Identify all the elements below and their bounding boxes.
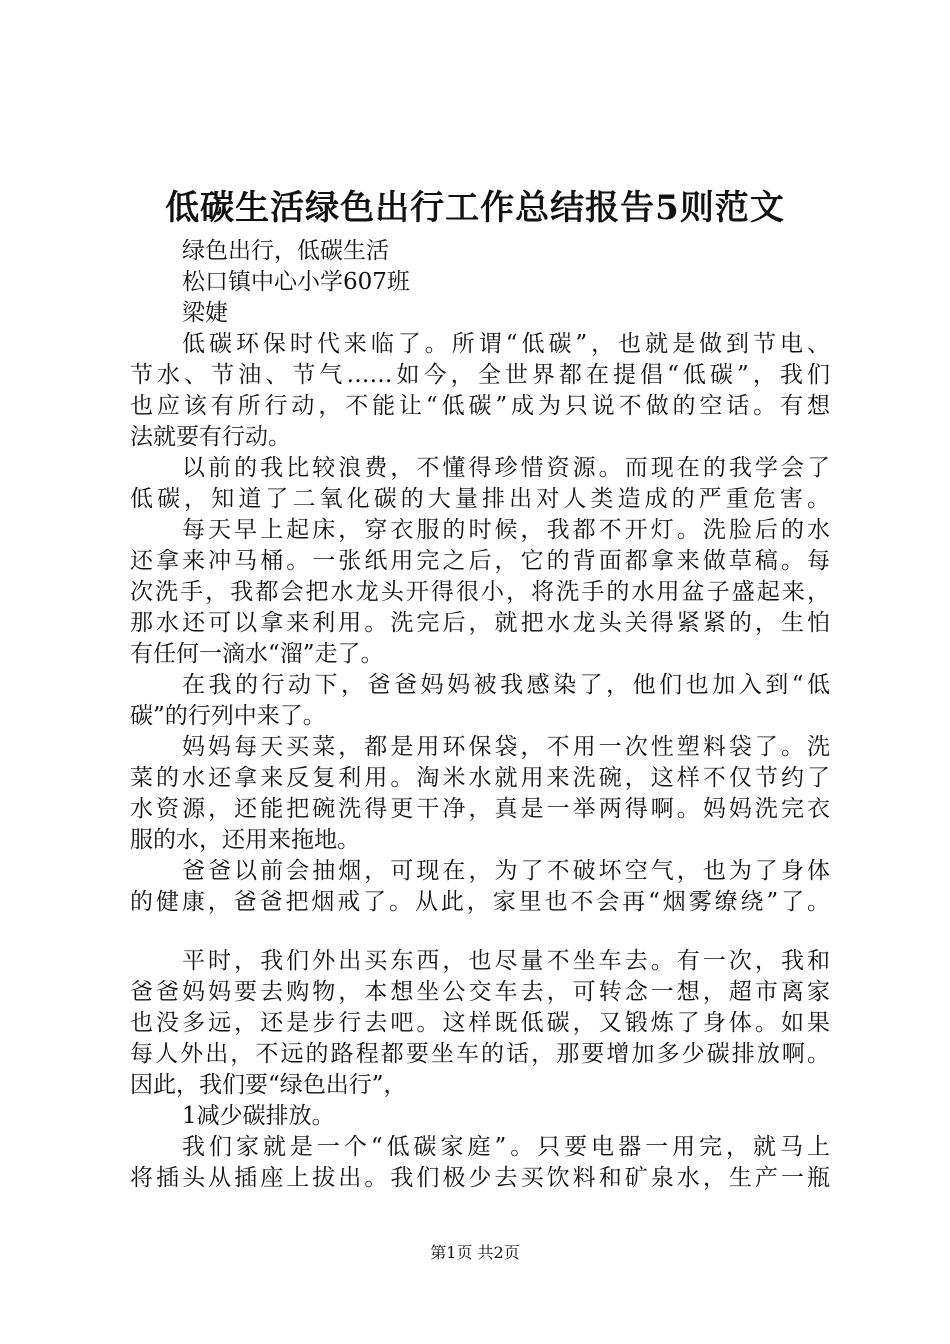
- school-class-line: 松口镇中心小学607班: [182, 269, 410, 295]
- document-body: [130, 236, 830, 1194]
- paragraph-line: 在我的行动下，爸爸妈妈被我感染了，他们也加入到“低: [182, 672, 830, 698]
- paragraph-line: 菜的水还拿来反复利用。淘米水就用来洗碗，这样不仅节约了: [130, 765, 830, 791]
- paragraph-line: 妈妈每天买菜，都是用环保袋，不用一次性塑料袋了。洗: [182, 734, 830, 760]
- paragraph-line: 还拿来冲马桶。一张纸用完之后，它的背面都拿来做草稿。每: [130, 548, 830, 574]
- paragraph-line: 以前的我比较浪费，不懂得珍惜资源。而现在的我学会了: [182, 455, 830, 481]
- paragraph-line: 有任何一滴水“溜”走了。: [130, 641, 384, 667]
- paragraph-line: 每天早上起床，穿衣服的时候，我都不开灯。洗脸后的水: [182, 517, 830, 543]
- numbered-heading: 1减少碳排放。: [182, 1103, 335, 1129]
- paragraph-line: 服的水，还用来拖地。: [130, 827, 360, 853]
- subtitle-line: 绿色出行，低碳生活: [182, 238, 389, 264]
- paragraph-line: 低碳环保时代来临了。所谓“低碳”，也就是做到节电、: [182, 331, 830, 357]
- paragraph-line: 爸爸妈妈要去购物，本想坐公交车去，可转念一想，超市离家: [130, 979, 830, 1005]
- paragraph-line: 节水、节油、节气……如今，全世界都在提倡“低碳”，我们: [130, 362, 830, 388]
- paragraph-gap: [130, 918, 830, 946]
- paragraph-line: 低碳，知道了二氧化碳的大量排出对人类造成的严重危害。: [130, 486, 830, 512]
- paragraph-line: 水资源，还能把碗洗得更干净，真是一举两得啊。妈妈洗完衣: [130, 796, 830, 822]
- paragraph-line: 我们家就是一个“低碳家庭”。只要电器一用完，就马上: [182, 1134, 830, 1160]
- paragraph-line: 每人外出，不远的路程都要坐车的话，那要增加多少碳排放啊。: [130, 1041, 830, 1067]
- paragraph-line: 爸爸以前会抽烟，可现在，为了不破坏空气，也为了身体: [182, 858, 830, 884]
- page-number-footer: 第1页 共2页: [430, 1243, 520, 1262]
- paragraph-line: 次洗手，我都会把水龙头开得很小，将洗手的水用盆子盛起来，: [130, 579, 830, 605]
- document-title: 低碳生活绿色出行工作总结报告5则范文: [165, 188, 785, 228]
- author-line: 梁婕: [182, 300, 228, 326]
- paragraph-line: 也应该有所行动，不能让“低碳”成为只说不做的空话。有想: [130, 393, 830, 419]
- paragraph-line: 平时，我们外出买东西，也尽量不坐车去。有一次，我和: [182, 948, 830, 974]
- paragraph-line: 那水还可以拿来利用。洗完后，就把水龙头关得紧紧的，生怕: [130, 610, 830, 636]
- paragraph-line: 碳”的行列中来了。: [130, 703, 326, 729]
- paragraph-line: 的健康，爸爸把烟戒了。从此，家里也不会再“烟雾缭绕”了。: [130, 889, 830, 915]
- paragraph-line: 因此，我们要“绿色出行”，: [130, 1072, 407, 1098]
- paragraph-line: 也没多远，还是步行去吧。这样既低碳，又锻炼了身体。如果: [130, 1010, 830, 1036]
- paragraph-line: 将插头从插座上拔出。我们极少去买饮料和矿泉水，生产一瓶: [130, 1165, 830, 1191]
- paragraph-line: 法就要有行动。: [130, 424, 291, 450]
